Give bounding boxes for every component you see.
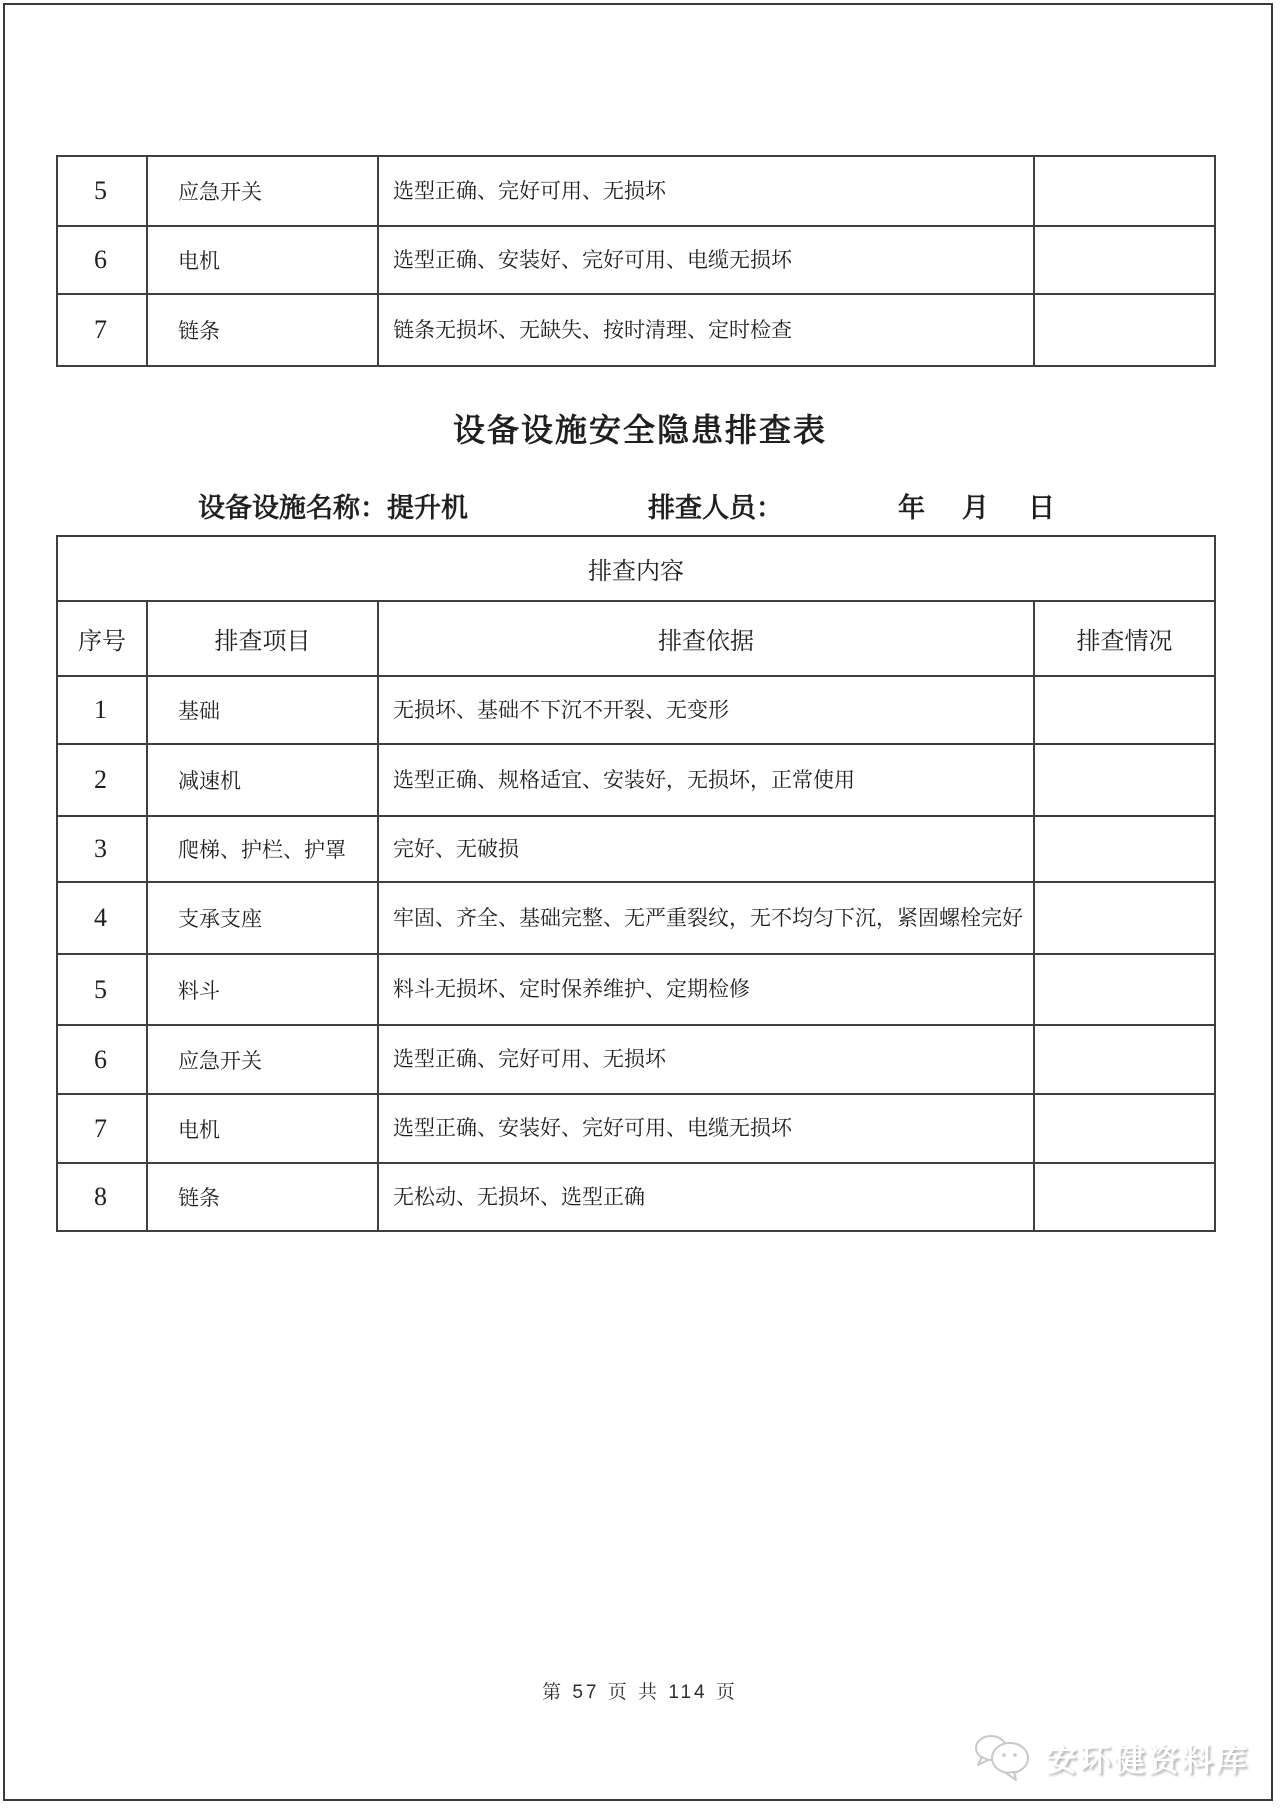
table-row	[57, 294, 1215, 366]
row-number-cell: 2	[57, 744, 147, 816]
table-row	[57, 1163, 1215, 1231]
item-cell: 链条	[147, 294, 378, 366]
item-cell: 减速机	[147, 744, 378, 816]
page-number: 第 57 页 共 114 页	[542, 1682, 738, 1703]
section-header: 排查内容	[57, 536, 1215, 601]
continued-inspection-table	[56, 155, 1216, 367]
inspection-table	[56, 535, 1216, 1232]
basis-cell: 选型正确、完好可用、无损坏	[378, 1025, 1034, 1094]
item-cell: 应急开关	[147, 1025, 378, 1094]
status-cell	[1034, 816, 1215, 882]
status-cell	[1034, 1025, 1215, 1094]
status-cell	[1034, 156, 1215, 226]
status-cell	[1034, 226, 1215, 294]
table-row	[57, 744, 1215, 816]
basis-cell: 无松动、无损坏、选型正确	[378, 1163, 1034, 1231]
device-name-label: 设备设施名称：提升机	[198, 493, 468, 523]
column-header-basis: 排查依据	[378, 601, 1034, 676]
basis-cell: 完好、无破损	[378, 816, 1034, 882]
basis-cell: 无损坏、基础不下沉不开裂、无变形	[378, 676, 1034, 744]
basis-cell: 选型正确、完好可用、无损坏	[378, 156, 1034, 226]
row-number-cell: 3	[57, 816, 147, 882]
status-cell	[1034, 882, 1215, 954]
column-header-no: 序号	[57, 601, 147, 676]
year-label: 年	[898, 493, 925, 523]
inspector-label: 排查人员：	[648, 493, 783, 523]
page-title: 设备设施安全隐患排查表	[452, 412, 827, 448]
table-row	[57, 226, 1215, 294]
status-cell	[1034, 1094, 1215, 1163]
chat-bubbles-icon	[972, 1731, 1036, 1783]
table-row	[57, 816, 1215, 882]
item-cell: 基础	[147, 676, 378, 744]
meta-line	[0, 486, 1280, 526]
table-row	[57, 882, 1215, 954]
section-header-row	[57, 536, 1215, 601]
item-cell: 爬梯、护栏、护罩	[147, 816, 378, 882]
row-number-cell: 4	[57, 882, 147, 954]
table-row	[57, 1025, 1215, 1094]
item-cell: 电机	[147, 226, 378, 294]
row-number-cell: 7	[57, 1094, 147, 1163]
status-cell	[1034, 676, 1215, 744]
row-number-cell: 6	[57, 1025, 147, 1094]
month-label: 月	[962, 493, 989, 523]
watermark	[972, 1731, 1250, 1783]
status-cell	[1034, 294, 1215, 366]
row-number-cell: 8	[57, 1163, 147, 1231]
column-header-status: 排查情况	[1034, 601, 1215, 676]
basis-cell: 选型正确、安装好、完好可用、电缆无损坏	[378, 226, 1034, 294]
row-number-cell: 1	[57, 676, 147, 744]
status-cell	[1034, 1163, 1215, 1231]
table-row	[57, 954, 1215, 1025]
status-cell	[1034, 744, 1215, 816]
basis-cell: 料斗无损坏、定时保养维护、定期检修	[378, 954, 1034, 1025]
item-cell: 料斗	[147, 954, 378, 1025]
table-row	[57, 676, 1215, 744]
basis-cell: 链条无损坏、无缺失、按时清理、定时检查	[378, 294, 1034, 366]
item-cell: 电机	[147, 1094, 378, 1163]
row-number-cell: 6	[57, 226, 147, 294]
column-header-item: 排查项目	[147, 601, 378, 676]
column-header-row	[57, 601, 1215, 676]
watermark-text: 安环健资料库	[1046, 1742, 1250, 1778]
row-number-cell: 5	[57, 156, 147, 226]
day-label: 日	[1028, 493, 1055, 523]
row-number-cell: 7	[57, 294, 147, 366]
item-cell: 支承支座	[147, 882, 378, 954]
row-number-cell: 5	[57, 954, 147, 1025]
item-cell: 链条	[147, 1163, 378, 1231]
table-row	[57, 156, 1215, 226]
status-cell	[1034, 954, 1215, 1025]
item-cell: 应急开关	[147, 156, 378, 226]
basis-cell: 选型正确、规格适宜、安装好，无损坏，正常使用	[378, 744, 1034, 816]
table-row	[57, 1094, 1215, 1163]
basis-cell: 牢固、齐全、基础完整、无严重裂纹，无不均匀下沉，紧固螺栓完好	[378, 882, 1034, 954]
basis-cell: 选型正确、安装好、完好可用、电缆无损坏	[378, 1094, 1034, 1163]
